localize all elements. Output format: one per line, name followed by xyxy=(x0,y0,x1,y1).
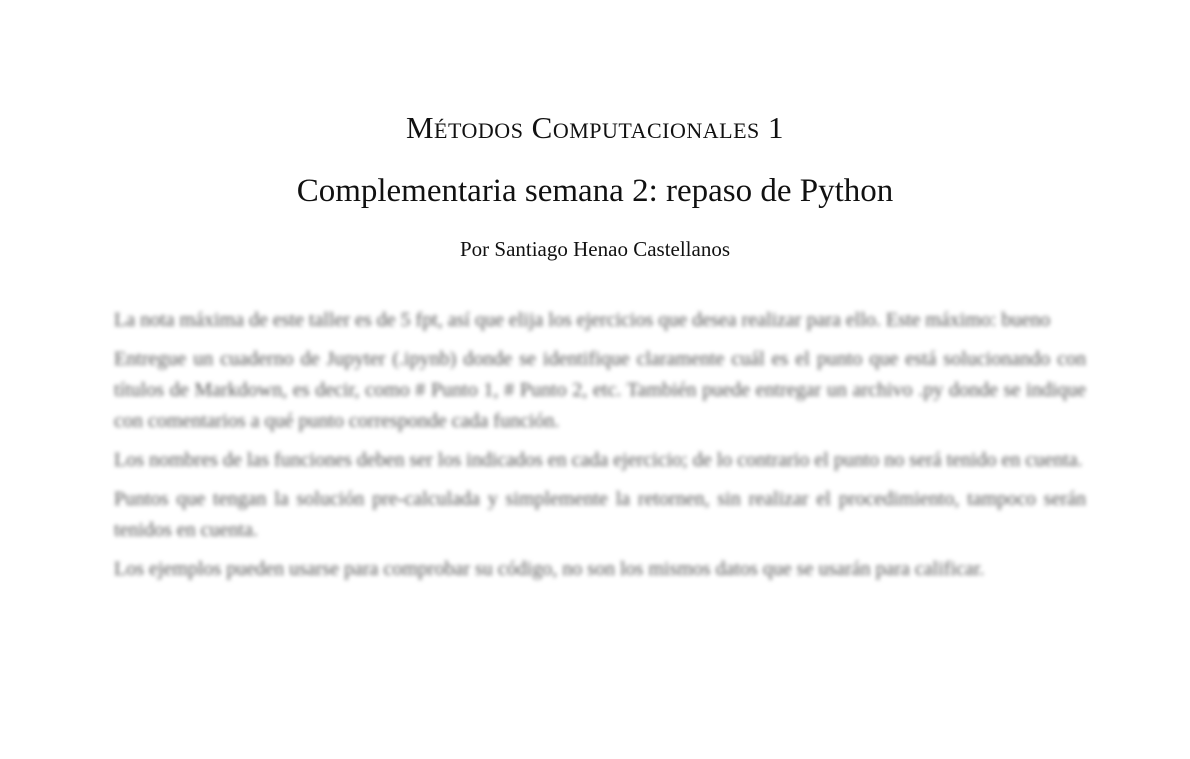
paragraph-precalculated: Puntos que tengan la solución pre-calculada y simplemente la retornen, sin realizar el procedimiento, tampoco serán tenidos en cuenta. xyxy=(114,488,1086,541)
paragraph-function-names: Los nombres de las funciones deben ser los indicados en cada ejercicio; de lo contrario el punto no será tenido en cuenta. xyxy=(114,449,1083,471)
paragraph-submission: Entregue un cuaderno de Jupyter (.ipynb) donde se identifique claramente cuál es el punto que está solucionando con títulos de Markdown, es decir, como # Punto 1, # Punto 2, etc. También puede entregar un archivo .py donde se indique con comentarios a qué punto corresponde cada función. xyxy=(114,348,1086,432)
document-title: Complementaria semana 2: repaso de Python xyxy=(296,173,894,209)
author-line: Por Santiago Henao Castellanos xyxy=(459,237,731,261)
paragraph-examples: Los ejemplos pueden usarse para comprobar su código, no son los mismos datos que se usarán para calificar. xyxy=(114,558,985,580)
body-text xyxy=(114,305,1086,665)
course-title: Métodos Computacionales 1 xyxy=(405,110,785,145)
paragraph-grade: La nota máxima de este taller es de 5 fpt, así que elija los ejercicios que desea realizar para ello. Este máximo: bueno xyxy=(114,309,1051,331)
